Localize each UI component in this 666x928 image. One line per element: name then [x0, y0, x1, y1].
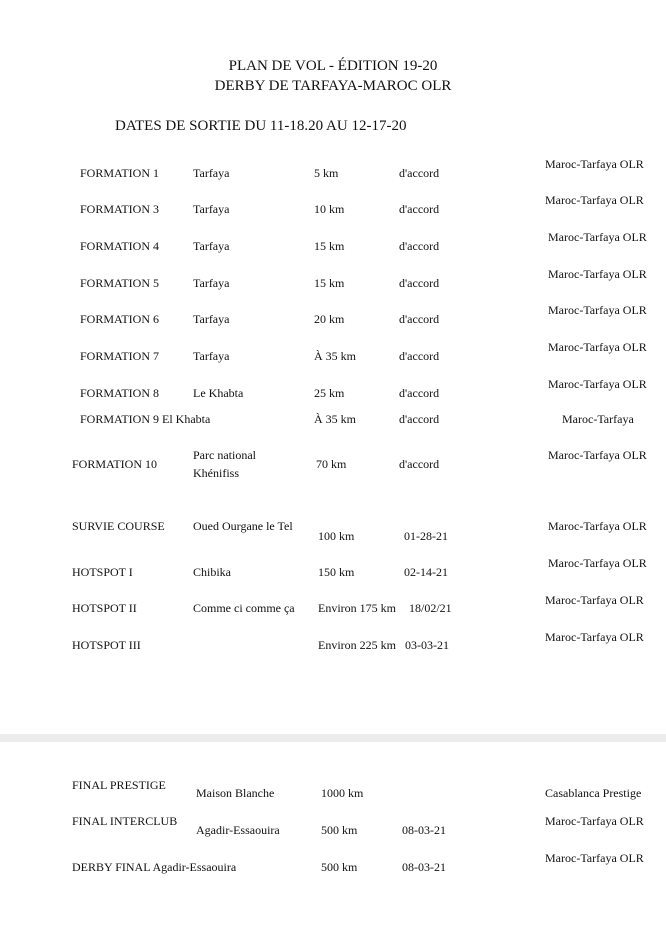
row-distance: À 35 km: [314, 349, 356, 363]
row-distance: 1000 km: [321, 786, 364, 800]
row-label: FORMATION 1: [80, 166, 160, 180]
row-label: FINAL INTERCLUB: [72, 814, 178, 828]
row-label: FORMATION 4: [80, 239, 160, 253]
row-place: Parc national Khénifiss: [193, 448, 256, 480]
row-label: HOTSPOT II: [72, 601, 137, 615]
row-place: Tarfaya: [193, 349, 230, 363]
row-organizer: Maroc-Tarfaya OLR: [545, 851, 644, 865]
row-label: SURVIE COURSE: [72, 519, 165, 533]
row-distance: 70 km: [316, 457, 347, 471]
row-label: FORMATION 8: [80, 386, 160, 400]
row-label: FORMATION 5: [80, 276, 160, 290]
row-distance: 25 km: [314, 386, 345, 400]
row-label: FORMATION 9 El Khabta: [80, 412, 211, 426]
row-label: FINAL PRESTIGE: [72, 778, 166, 792]
row-distance: 500 km: [321, 860, 358, 874]
row-organizer: Maroc-Tarfaya OLR: [545, 593, 644, 607]
row-place: Tarfaya: [193, 312, 230, 326]
row-organizer: Maroc-Tarfaya OLR: [545, 157, 644, 171]
row-date: 18/02/21: [409, 601, 452, 615]
row-distance: Environ 225 km: [318, 638, 396, 652]
document-page-2: [0, 742, 666, 928]
row-label: HOTSPOT I: [72, 565, 133, 579]
row-date: 08-03-21: [402, 860, 446, 874]
row-place: Tarfaya: [193, 202, 230, 216]
document-title-line-2: DERBY DE TARFAYA-MAROC OLR: [214, 78, 452, 94]
page-separator: [0, 734, 666, 742]
row-status: d'accord: [399, 412, 440, 426]
row-label: FORMATION 7: [80, 349, 160, 363]
row-place: Tarfaya: [193, 166, 230, 180]
row-distance: 100 km: [318, 529, 355, 543]
row-distance: 5 km: [314, 166, 339, 180]
row-place: Tarfaya: [193, 276, 230, 290]
row-organizer: Maroc-Tarfaya OLR: [548, 303, 647, 317]
document-title: PLAN DE VOL - ÉDITION 19-20: [228, 58, 438, 74]
row-distance: 500 km: [321, 823, 358, 837]
row-status: d'accord: [399, 386, 440, 400]
row-organizer: Maroc-Tarfaya OLR: [545, 193, 644, 207]
row-organizer: Maroc-Tarfaya OLR: [545, 814, 644, 828]
row-organizer: Maroc-Tarfaya OLR: [548, 377, 647, 391]
row-place: Agadir-Essaouira: [196, 823, 280, 837]
row-distance: 150 km: [318, 565, 355, 579]
row-organizer: Maroc-Tarfaya: [562, 412, 634, 426]
row-status: d'accord: [399, 239, 440, 253]
row-organizer: Maroc-Tarfaya OLR: [545, 630, 644, 644]
row-distance: 10 km: [314, 202, 345, 216]
row-organizer: Maroc-Tarfaya OLR: [548, 519, 647, 533]
row-distance: 20 km: [314, 312, 345, 326]
row-distance: 15 km: [314, 239, 345, 253]
row-status: d'accord: [399, 312, 440, 326]
row-place: Tarfaya: [193, 239, 230, 253]
row-distance: 15 km: [314, 276, 345, 290]
row-date: 02-14-21: [404, 565, 448, 579]
row-date: 08-03-21: [402, 823, 446, 837]
row-label: FORMATION 10: [72, 457, 158, 471]
row-date: 01-28-21: [404, 529, 448, 543]
row-place: Maison Blanche: [196, 786, 275, 800]
row-label: FORMATION 3: [80, 202, 160, 216]
row-organizer: Maroc-Tarfaya OLR: [548, 340, 647, 354]
row-place: Oued Ourgane le Tel: [193, 519, 293, 533]
row-place: Chibika: [193, 565, 231, 579]
row-place: Le Khabta: [193, 386, 244, 400]
row-place: Comme ci comme ça: [193, 601, 295, 615]
row-status: d'accord: [399, 349, 440, 363]
row-date: 03-03-21: [405, 638, 449, 652]
row-label: HOTSPOT III: [72, 638, 141, 652]
row-status: d'accord: [399, 202, 440, 216]
row-status: d'accord: [399, 457, 440, 471]
row-organizer: Casablanca Prestige: [545, 786, 642, 800]
row-organizer: Maroc-Tarfaya OLR: [548, 230, 647, 244]
row-label: FORMATION 6: [80, 312, 160, 326]
row-organizer: Maroc-Tarfaya OLR: [548, 267, 647, 281]
row-status: d'accord: [399, 166, 440, 180]
row-organizer: Maroc-Tarfaya OLR: [548, 448, 647, 462]
release-dates: DATES DE SORTIE DU 11-18.20 AU 12-17-20: [115, 118, 407, 134]
row-status: d'accord: [399, 276, 440, 290]
row-label: DERBY FINAL Agadir-Essaouira: [72, 860, 237, 874]
row-distance: À 35 km: [314, 412, 356, 426]
row-distance: Environ 175 km: [318, 601, 396, 615]
row-organizer: Maroc-Tarfaya OLR: [548, 556, 647, 570]
